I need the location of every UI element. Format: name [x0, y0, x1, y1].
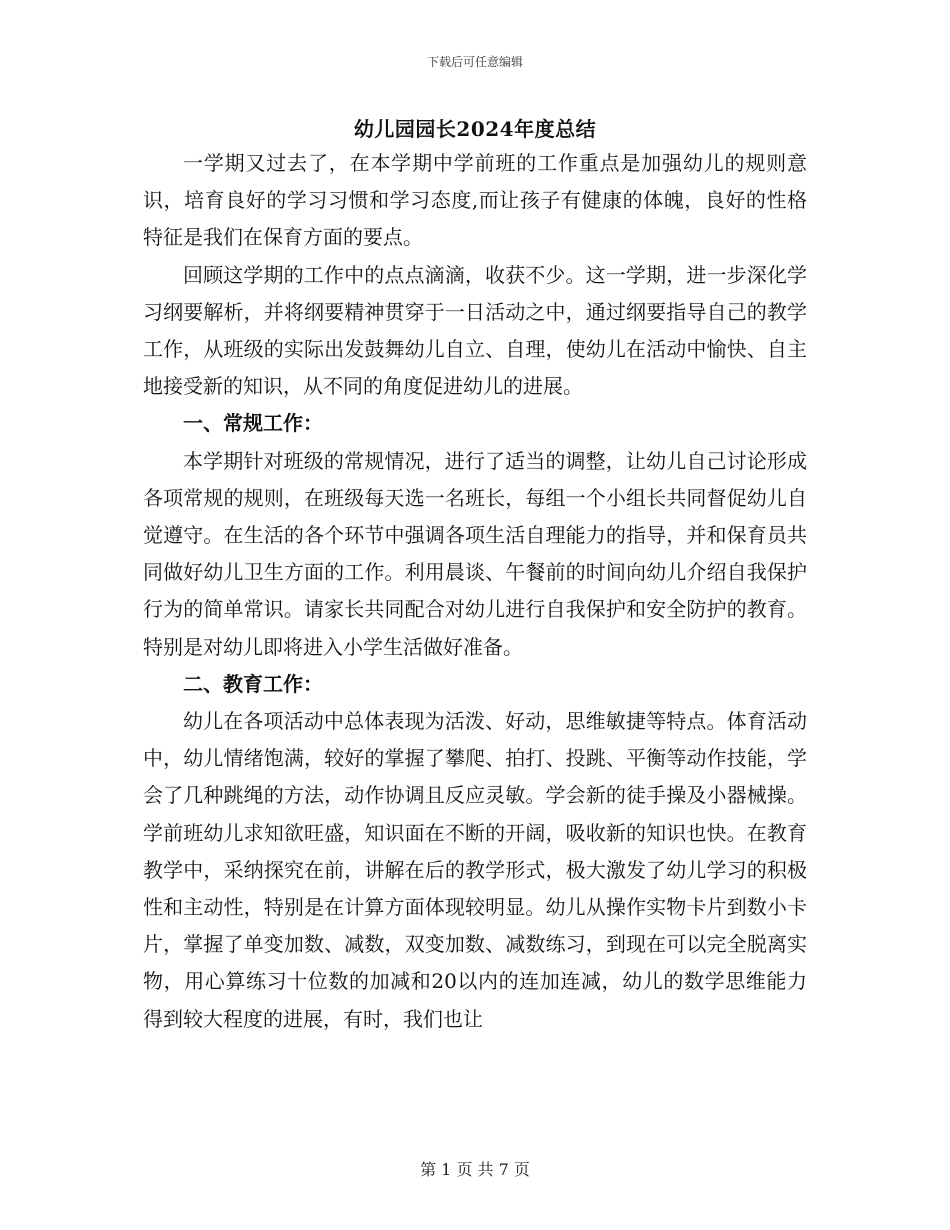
section-heading-education: 二、教育工作： — [183, 671, 323, 696]
page-number: 第 1 页 共 7 页 — [420, 1160, 530, 1179]
review-paragraph: 回顾这学期的工作中的点点滴滴，收获不少。这一学期，进一步深化学习纲要解析，并将纲要精神贯穿于一日活动之中，通过纲要指导自己的教学工作，从班级的实际出发鼓舞幼儿自立、自理，使幼儿在活动中愉快、自主地接受新的知识，从不同的角度促进幼儿的进展。 — [143, 262, 807, 399]
section-heading-routine: 一、常规工作： — [183, 411, 323, 436]
section-text-education: 幼儿在各项活动中总体表现为活泼、好动，思维敏捷等特点。体育活动中，幼儿情绪饱满，较好的掌握了攀爬、拍打、投跳、平衡等动作技能，学会了几种跳绳的方法，动作协调且反应灵敏。学会新的徒手操及小器械操。学前班幼儿求知欲旺盛，知识面在不断的开阔，吸收新的知识也快。在教育教学中，采纳探究在前，讲解在后的教学形式，极大激发了幼儿学习的积极性和主动性，特别是在计算方面体现较明显。幼儿从操作实物卡片到数小卡片，掌握了单变加数、减数，双变加数、减数练习，到现在可以完全脱离实物，用心算练习十位数的加减和20以内的连加连减，幼儿的数学思维能力得到较大程度的进展，有时，我们也让 — [143, 709, 807, 1031]
page-header-note: 下载后可任意编辑 — [426, 55, 523, 69]
intro-paragraph: 一学期又过去了，在本学期中学前班的工作重点是加强幼儿的规则意识，培育良好的学习习惯和学习态度,而让孩子有健康的体魄，良好的性格特征是我们在保育方面的要点。 — [143, 151, 807, 250]
document-body — [143, 145, 807, 1038]
section-text-routine: 本学期针对班级的常规情况，进行了适当的调整，让幼儿自己讨论形成各项常规的规则，在班级每天选一名班长，每组一个小组长共同督促幼儿自觉遵守。在生活的各个环节中强调各项生活自理能力的指导，并和保育员共同做好幼儿卫生方面的工作。利用晨谈、午餐前的时间向幼儿介绍自我保护行为的简单常识。请家长共同配合对幼儿进行自我保护和安全防护的教育。特别是对幼儿即将进入小学生活做好准备。 — [143, 448, 807, 659]
document-title: 幼儿园园长2024年度总结 — [353, 117, 597, 141]
